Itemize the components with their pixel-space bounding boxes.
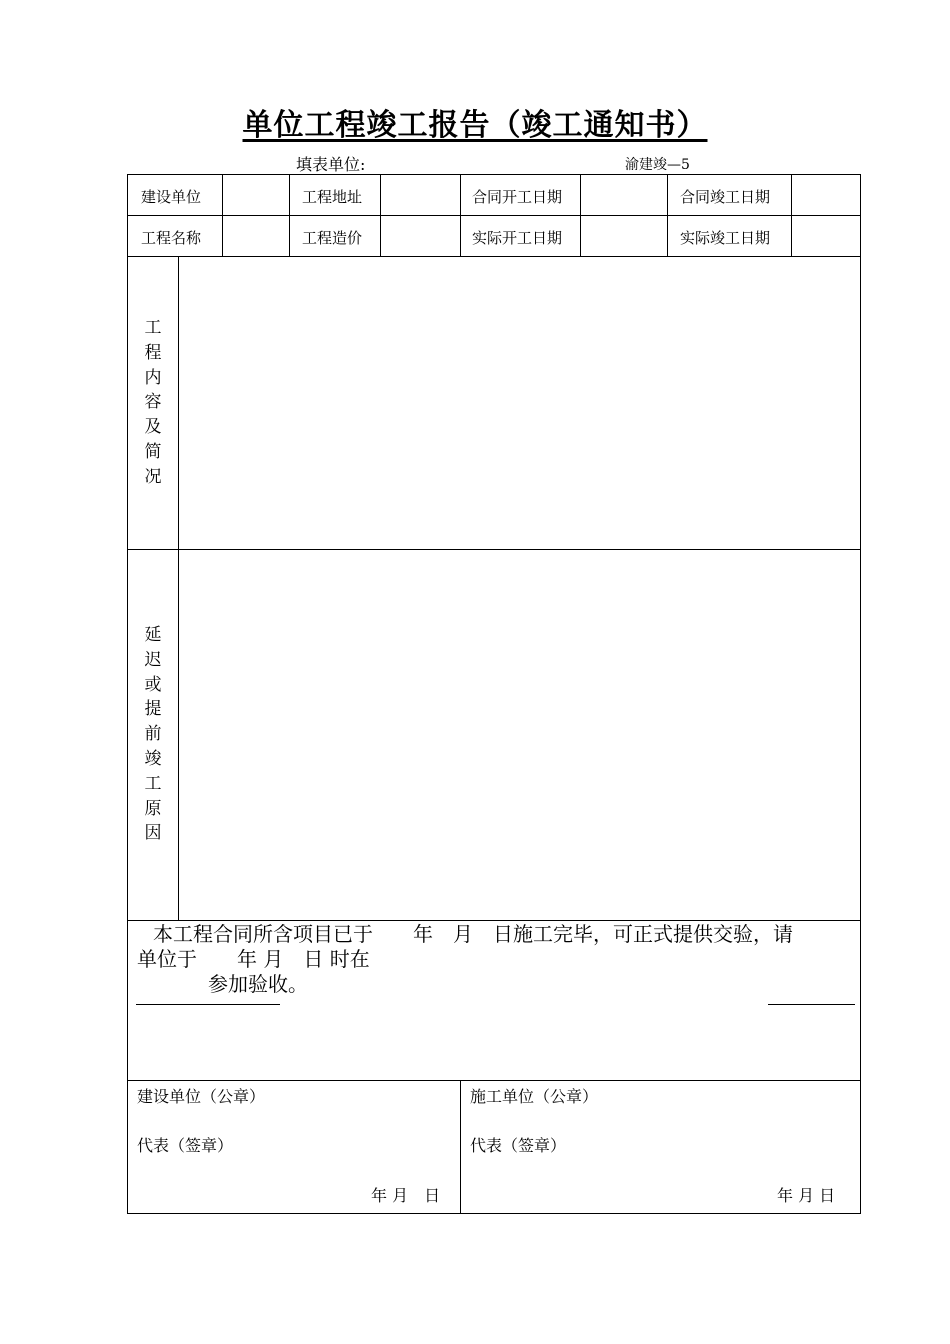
notice-divider [127,1080,861,1081]
delay-divider [127,920,861,921]
unit-name-blank [136,1004,280,1005]
contract-completion-date-label: 合同竣工日期 [680,188,771,206]
form-code: 渝建竣—5 [625,157,690,173]
report-form-table [127,174,861,1214]
notice-line-1: 本工程合同所含项目已于 年 月 日施工完毕，可正式提供交验，请 [153,922,793,946]
col-divider [460,174,461,256]
content-divider [127,549,861,550]
project-cost-label: 工程造价 [302,229,363,247]
col-divider [667,174,668,256]
row1-divider [127,215,861,216]
fill-unit-label: 填表单位: [296,155,366,174]
section-label-divider [178,256,179,920]
actual-completion-date-label: 实际竣工日期 [680,229,771,247]
contractor-seal-label: 施工单位（公章） [470,1087,599,1106]
col-divider [289,174,290,256]
document-title: 单位工程竣工报告（竣工通知书） [242,108,708,143]
notice-line-2: 单位于 年 月 日 时在 [137,947,370,971]
col-divider [580,174,581,256]
row2-divider [127,256,861,257]
project-name-label: 工程名称 [141,229,202,247]
delay-reason-label: 延迟或提前竣工原因 [144,625,162,844]
project-content-label: 工程内容及简况 [144,318,162,487]
signature-divider [460,1080,461,1214]
client-representative-label: 代表（签章） [137,1136,234,1155]
contractor-representative-label: 代表（签章） [470,1136,567,1155]
client-seal-label: 建设单位（公章） [137,1087,266,1106]
completion-notice [137,922,855,997]
col-divider [222,174,223,256]
col-divider [791,174,792,256]
col-divider [380,174,381,256]
notice-line-3: 参加验收。 [208,972,308,996]
construction-unit-label: 建设单位 [141,188,202,206]
contractor-sign-date: 年 月 日 [777,1186,836,1205]
location-blank [768,1004,855,1005]
project-address-label: 工程地址 [302,188,363,206]
client-sign-date: 年 月 日 [371,1186,441,1205]
actual-start-date-label: 实际开工日期 [472,229,563,247]
contract-start-date-label: 合同开工日期 [472,188,563,206]
